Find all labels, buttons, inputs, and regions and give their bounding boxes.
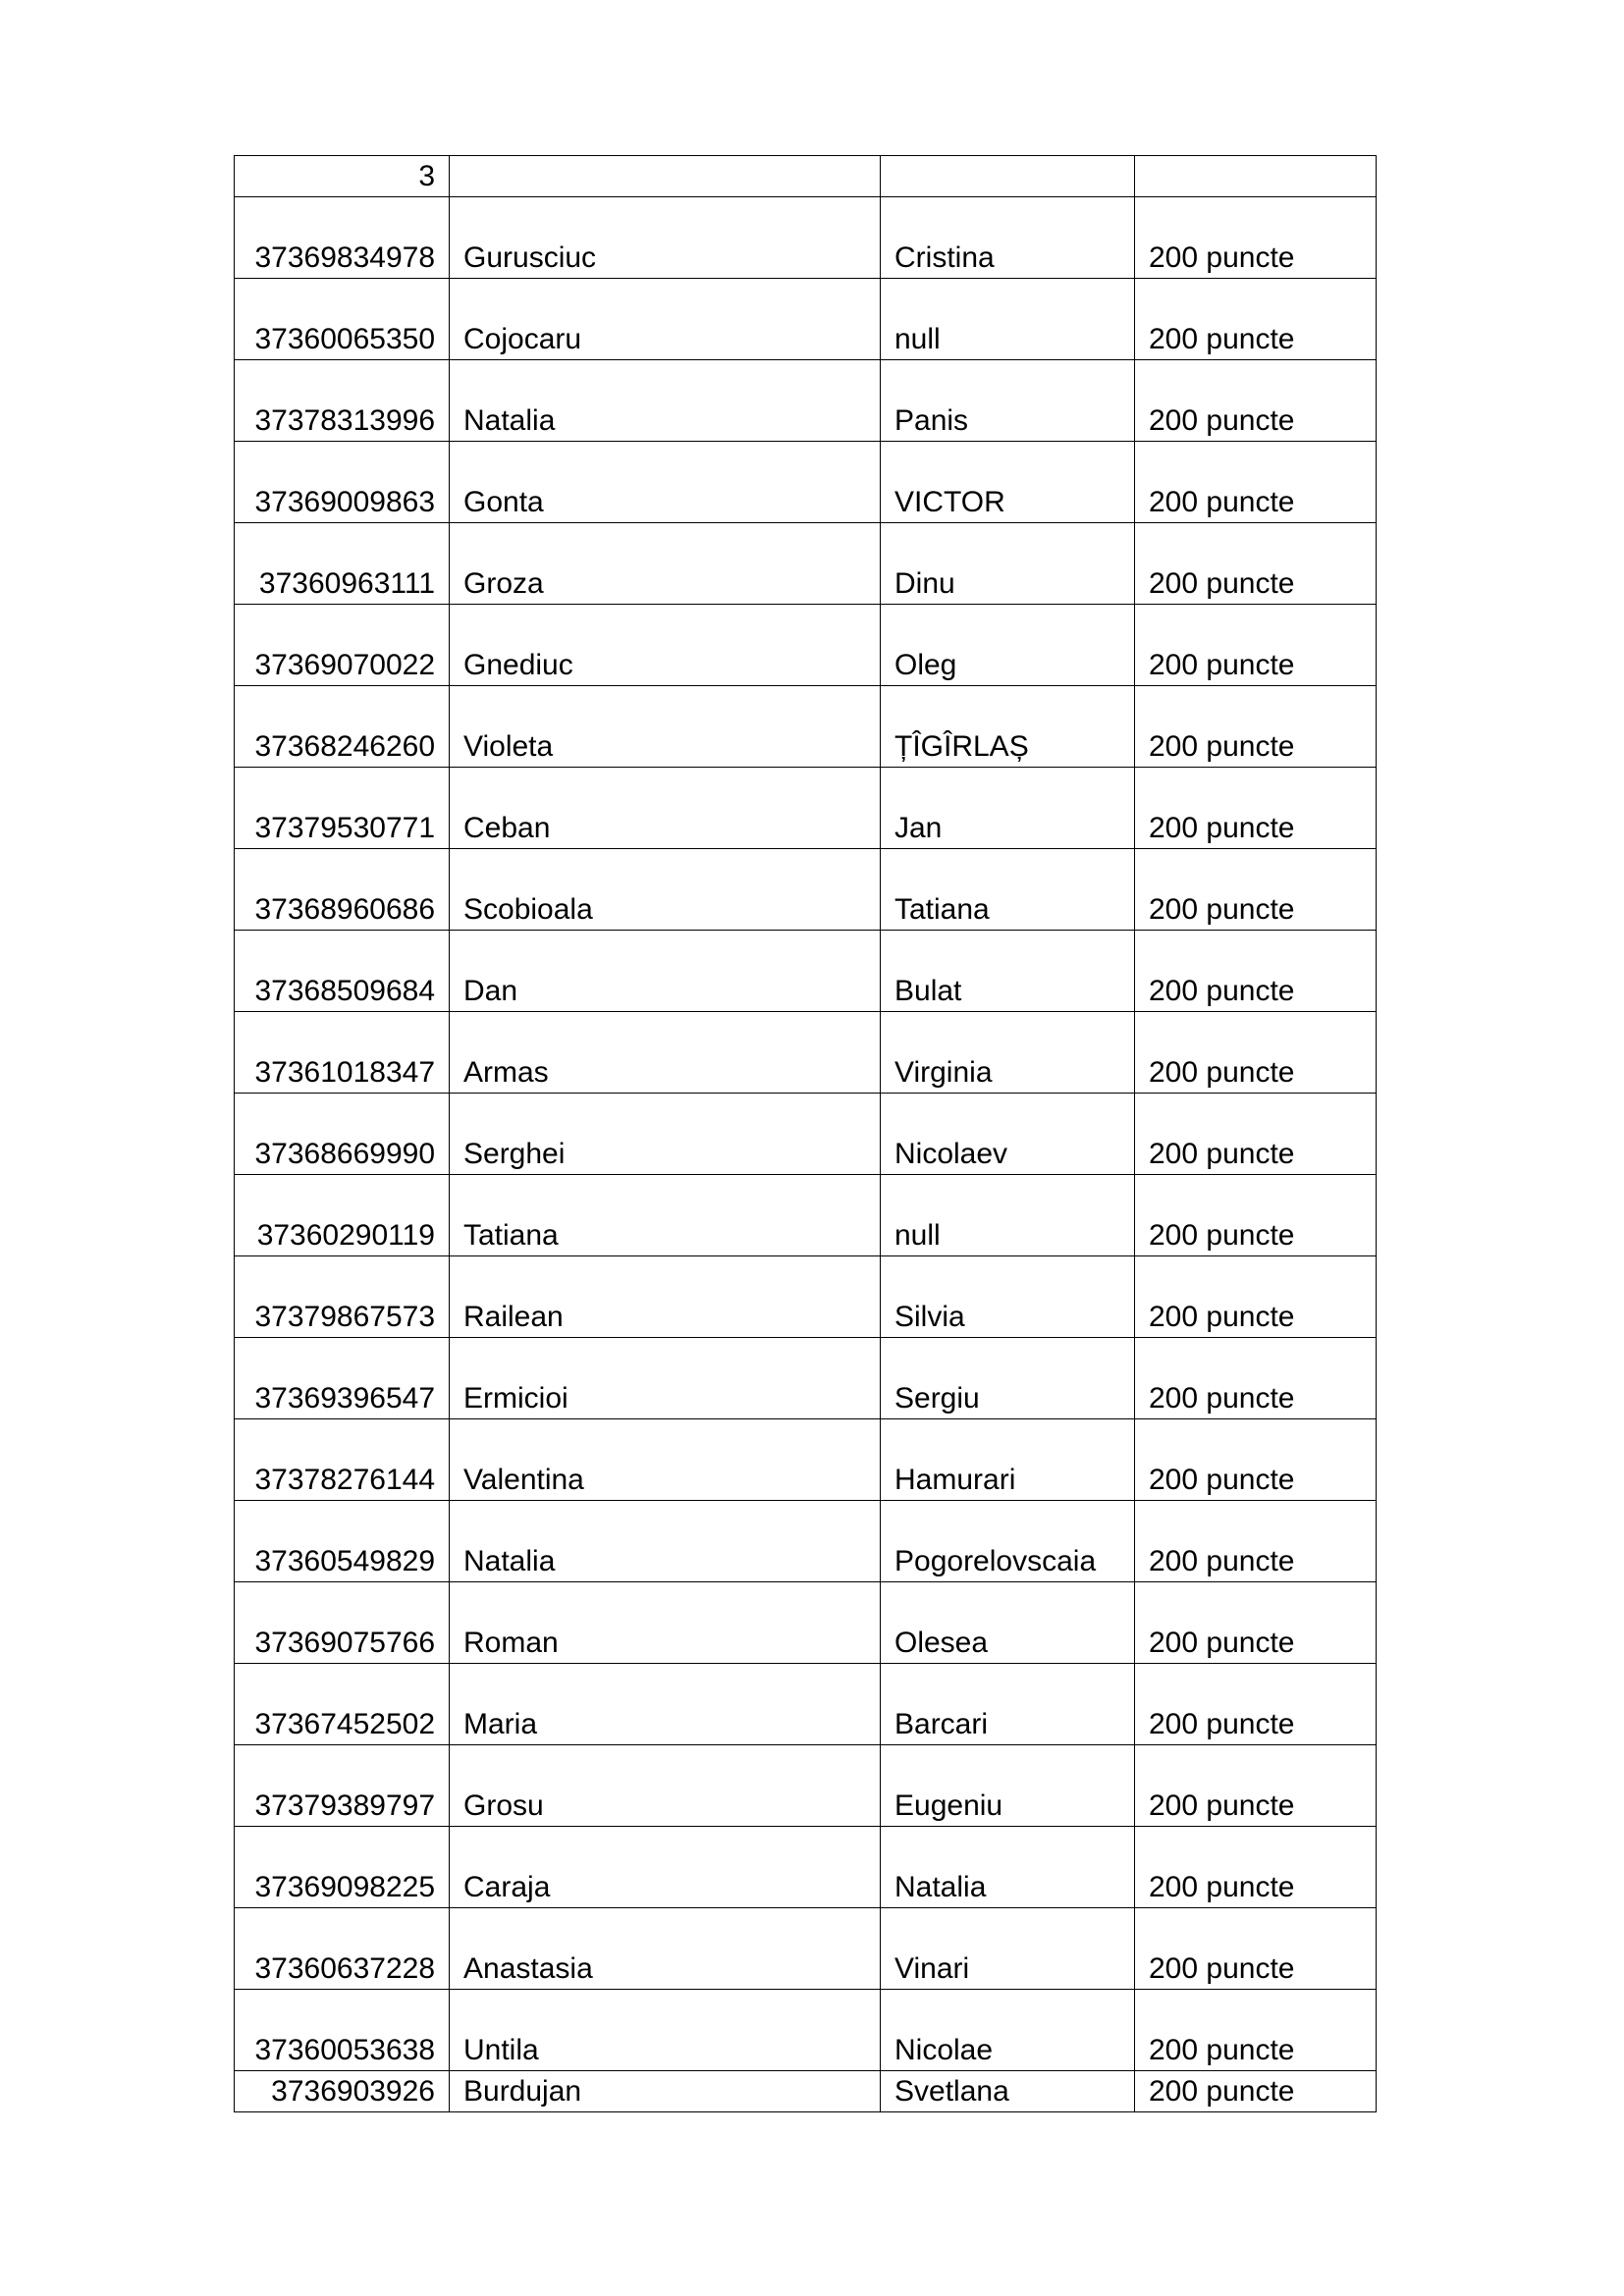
points-cell: 200 puncte [1135, 686, 1377, 768]
points-cell: 200 puncte [1135, 1175, 1377, 1256]
points-cell: 200 puncte [1135, 442, 1377, 523]
table-row [235, 1094, 1377, 1175]
table-row [235, 156, 1377, 197]
last-name-cell: Jan [881, 768, 1135, 849]
first-name-cell: Ceban [450, 768, 881, 849]
phone-cell: 37367452502 [235, 1664, 450, 1745]
phone-cell: 37369070022 [235, 605, 450, 686]
table-row [235, 686, 1377, 768]
points-cell: 200 puncte [1135, 1990, 1377, 2071]
first-name-cell: Ermicioi [450, 1338, 881, 1419]
last-name-cell: Nicolae [881, 1990, 1135, 2071]
table-row [235, 1175, 1377, 1256]
phone-cell: 3 [235, 156, 450, 197]
first-name-cell: Gnediuc [450, 605, 881, 686]
phone-cell: 37369009863 [235, 442, 450, 523]
last-name-cell: Panis [881, 360, 1135, 442]
table-row [235, 1582, 1377, 1664]
last-name-cell: Olesea [881, 1582, 1135, 1664]
last-name-cell: Vinari [881, 1908, 1135, 1990]
first-name-cell: Groza [450, 523, 881, 605]
phone-cell: 37369075766 [235, 1582, 450, 1664]
first-name-cell: Grosu [450, 1745, 881, 1827]
first-name-cell: Cojocaru [450, 279, 881, 360]
last-name-cell: ȚÎGÎRLAȘ [881, 686, 1135, 768]
table-row [235, 768, 1377, 849]
phone-cell: 37369834978 [235, 197, 450, 279]
first-name-cell: Natalia [450, 1501, 881, 1582]
table-row [235, 523, 1377, 605]
records-table-body [235, 156, 1377, 2112]
first-name-cell: Burdujan [450, 2071, 881, 2112]
points-cell: 200 puncte [1135, 1908, 1377, 1990]
last-name-cell: null [881, 279, 1135, 360]
points-cell: 200 puncte [1135, 1419, 1377, 1501]
points-cell: 200 puncte [1135, 1827, 1377, 1908]
phone-cell: 37360290119 [235, 1175, 450, 1256]
first-name-cell: Gurusciuc [450, 197, 881, 279]
phone-cell: 37360549829 [235, 1501, 450, 1582]
phone-cell: 3736903926 [235, 2071, 450, 2112]
first-name-cell: Armas [450, 1012, 881, 1094]
points-cell: 200 puncte [1135, 523, 1377, 605]
phone-cell: 37368669990 [235, 1094, 450, 1175]
points-cell: 200 puncte [1135, 279, 1377, 360]
last-name-cell: Pogorelovscaia [881, 1501, 1135, 1582]
points-cell: 200 puncte [1135, 1745, 1377, 1827]
first-name-cell: Untila [450, 1990, 881, 2071]
last-name-cell: Svetlana [881, 2071, 1135, 2112]
last-name-cell: VICTOR [881, 442, 1135, 523]
points-cell: 200 puncte [1135, 768, 1377, 849]
table-row [235, 1990, 1377, 2071]
table-row [235, 1338, 1377, 1419]
points-cell: 200 puncte [1135, 931, 1377, 1012]
phone-cell: 37368246260 [235, 686, 450, 768]
last-name-cell [881, 156, 1135, 197]
last-name-cell: Virginia [881, 1012, 1135, 1094]
phone-cell: 37378313996 [235, 360, 450, 442]
first-name-cell: Tatiana [450, 1175, 881, 1256]
first-name-cell: Gonta [450, 442, 881, 523]
table-row [235, 1012, 1377, 1094]
points-cell: 200 puncte [1135, 1012, 1377, 1094]
first-name-cell: Valentina [450, 1419, 881, 1501]
first-name-cell: Dan [450, 931, 881, 1012]
phone-cell: 37361018347 [235, 1012, 450, 1094]
first-name-cell: Maria [450, 1664, 881, 1745]
table-row [235, 605, 1377, 686]
last-name-cell: Silvia [881, 1256, 1135, 1338]
last-name-cell: Natalia [881, 1827, 1135, 1908]
first-name-cell: Violeta [450, 686, 881, 768]
points-cell: 200 puncte [1135, 605, 1377, 686]
last-name-cell: Tatiana [881, 849, 1135, 931]
table-row [235, 1664, 1377, 1745]
first-name-cell: Railean [450, 1256, 881, 1338]
phone-cell: 37379530771 [235, 768, 450, 849]
table-row [235, 1908, 1377, 1990]
last-name-cell: null [881, 1175, 1135, 1256]
points-cell: 200 puncte [1135, 1338, 1377, 1419]
table-row [235, 1419, 1377, 1501]
first-name-cell [450, 156, 881, 197]
phone-cell: 37360637228 [235, 1908, 450, 1990]
last-name-cell: Eugeniu [881, 1745, 1135, 1827]
phone-cell: 37379867573 [235, 1256, 450, 1338]
points-cell: 200 puncte [1135, 849, 1377, 931]
table-row [235, 849, 1377, 931]
first-name-cell: Anastasia [450, 1908, 881, 1990]
phone-cell: 37369396547 [235, 1338, 450, 1419]
first-name-cell: Caraja [450, 1827, 881, 1908]
last-name-cell: Dinu [881, 523, 1135, 605]
table-row [235, 360, 1377, 442]
phone-cell: 37379389797 [235, 1745, 450, 1827]
table-row [235, 279, 1377, 360]
table-row [235, 2071, 1377, 2112]
points-cell [1135, 156, 1377, 197]
points-cell: 200 puncte [1135, 1664, 1377, 1745]
last-name-cell: Nicolaev [881, 1094, 1135, 1175]
last-name-cell: Bulat [881, 931, 1135, 1012]
last-name-cell: Hamurari [881, 1419, 1135, 1501]
phone-cell: 37368960686 [235, 849, 450, 931]
points-cell: 200 puncte [1135, 1094, 1377, 1175]
phone-cell: 37369098225 [235, 1827, 450, 1908]
points-cell: 200 puncte [1135, 1582, 1377, 1664]
table-row [235, 1501, 1377, 1582]
last-name-cell: Barcari [881, 1664, 1135, 1745]
first-name-cell: Scobioala [450, 849, 881, 931]
last-name-cell: Sergiu [881, 1338, 1135, 1419]
last-name-cell: Oleg [881, 605, 1135, 686]
first-name-cell: Roman [450, 1582, 881, 1664]
phone-cell: 37378276144 [235, 1419, 450, 1501]
phone-cell: 37360963111 [235, 523, 450, 605]
first-name-cell: Natalia [450, 360, 881, 442]
phone-cell: 37360053638 [235, 1990, 450, 2071]
first-name-cell: Serghei [450, 1094, 881, 1175]
records-table [234, 155, 1377, 2112]
points-cell: 200 puncte [1135, 2071, 1377, 2112]
phone-cell: 37368509684 [235, 931, 450, 1012]
table-row [235, 442, 1377, 523]
table-row [235, 931, 1377, 1012]
table-row [235, 1745, 1377, 1827]
points-cell: 200 puncte [1135, 1501, 1377, 1582]
points-cell: 200 puncte [1135, 197, 1377, 279]
table-row [235, 197, 1377, 279]
points-cell: 200 puncte [1135, 1256, 1377, 1338]
last-name-cell: Cristina [881, 197, 1135, 279]
points-cell: 200 puncte [1135, 360, 1377, 442]
table-row [235, 1256, 1377, 1338]
table-row [235, 1827, 1377, 1908]
phone-cell: 37360065350 [235, 279, 450, 360]
